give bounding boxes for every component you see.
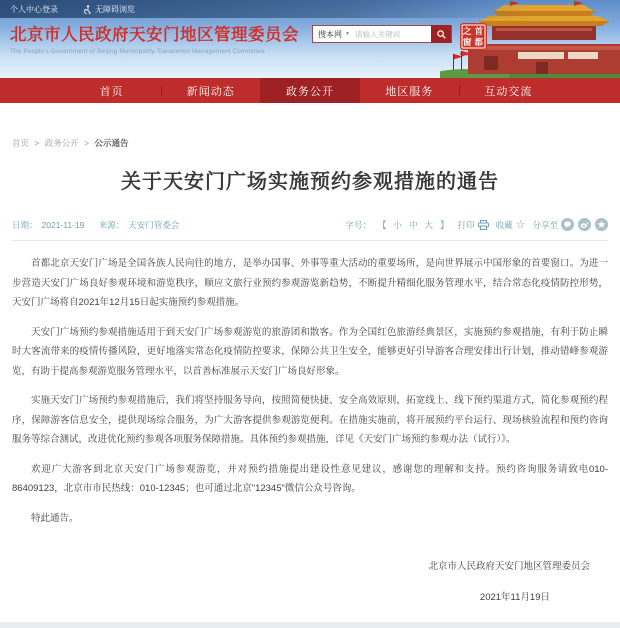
favorite-button[interactable]: 收藏 ☆ [495, 218, 526, 231]
paragraph: 实施天安门广场预约参观措施后，我们将坚持服务导向，按照简便快捷、安全高效原则，拓宽线上、线下预约渠道方式，简化参观预约程序，保障游客信息安全，提供现场综合服务，为广大游客提供参观游览便利。在措施实施前，将开展预约平台运行、现场核验流程和预约咨询服务等综合测试，改进优化预约参观各项服务保障措施。具体预约参观措施，详见《天安门广场预约参观办法（试行）》。 [12, 395, 608, 445]
wechat-icon [561, 218, 574, 231]
search-icon [437, 30, 446, 39]
header-main [0, 18, 620, 78]
weibo-icon [578, 218, 591, 231]
article-meta-left [12, 219, 183, 231]
page-main [0, 103, 620, 603]
breadcrumb-home[interactable]: 首页 [12, 138, 30, 148]
qzone-star-icon [595, 218, 608, 231]
article-body [12, 241, 608, 603]
font-size-large[interactable]: 大 [424, 219, 434, 230]
accessibility-icon [84, 5, 92, 14]
date-label: 日期： [12, 219, 38, 230]
font-size-label: 字号： [345, 219, 371, 230]
article-tools [343, 218, 608, 231]
breadcrumb-gov-affairs[interactable]: 政务公开 [44, 138, 79, 148]
printer-icon [478, 220, 489, 230]
breadcrumb [12, 103, 608, 149]
nav-item-interaction[interactable]: 互动交流 [459, 78, 558, 103]
site-brand[interactable] [10, 25, 299, 55]
share-group [532, 218, 608, 231]
site-title: 北京市人民政府天安门地区管理委员会 [10, 26, 299, 44]
source-label: 来源： [98, 219, 125, 230]
site-search [312, 25, 452, 43]
paragraph-closing: 特此通告。 [31, 512, 79, 524]
main-nav [0, 78, 620, 103]
breadcrumb-separator: > [34, 138, 40, 148]
site-header [0, 0, 620, 78]
issuer-signature: 北京市人民政府天安门地区管理委员会 [428, 561, 590, 572]
signature-block [12, 558, 608, 603]
paragraph: 天安门广场预约参观措施适用于到天安门广场参观游览的旅游团和散客。作为全国红色旅游经典景区，实施预约参观措施，有利于防止瞬时大客流带来的疫情传播风险，更好地落实常态化疫情防控要求，保障公共卫生安全，能够更好引导游客合理安排出行计划，推动错峰参观游览，有助于提高参观游览服务管理水平，以首善标准展示天安门广场良好形象。 [12, 326, 608, 377]
article-date: 2021-11-19 [41, 219, 85, 230]
footer-strip [0, 622, 620, 628]
capital-window-seal-logo[interactable] [458, 23, 488, 56]
breadcrumb-separator: > [84, 138, 90, 148]
article-meta [12, 218, 608, 231]
page-title: 关于天安门广场实施预约参观措施的通告 [121, 171, 499, 193]
font-size-small[interactable]: 小 [393, 219, 403, 230]
top-utility-bar [0, 0, 620, 18]
search-scope-dropdown[interactable]: 搜本网 ▼ [318, 29, 350, 39]
wechat-share-button[interactable] [561, 218, 574, 231]
site-subtitle: The People's Government of Beijing Municipality-Tiananmen Management Committee [10, 48, 265, 55]
article-source: 天安门管委会 [128, 219, 180, 230]
print-button[interactable]: 打印 [458, 219, 489, 231]
star-icon: ☆ [515, 218, 526, 231]
issue-date: 2021年11月19日 [479, 592, 550, 603]
login-link[interactable]: 个人中心登录 [10, 4, 58, 14]
accessibility-link[interactable]: 无障碍浏览 [84, 4, 135, 15]
paragraph: 欢迎广大游客到北京天安门广场参观游览，并对预约措施提出建设性意见建议，感谢您的理解和支持。预约咨询服务请致电010-86409123，北京市市民热线：010-12345；也可通过北京"12345"微信公众号咨询。 [12, 463, 608, 494]
chevron-down-icon: ▼ [345, 31, 350, 37]
nav-item-home[interactable]: 首页 [99, 85, 124, 98]
search-input[interactable] [355, 30, 431, 39]
font-size-control: 字号： 【 小 中 大 】 [345, 219, 449, 230]
share-label: 分享至 [532, 219, 558, 230]
breadcrumb-current: 公示通告 [94, 138, 129, 148]
search-button[interactable] [431, 25, 451, 43]
qzone-share-button[interactable] [595, 218, 608, 231]
paragraph: 首都北京天安门广场是全国各族人民向往的地方，是举办国事、外事等重大活动的重要场所，是向世界展示中国形象的首要窗口。为进一步营造天安门广场良好参观环境和游览秩序，顺应文旅行业预约参观游览新趋势，不断提升精细化服务管理水平，结合常态化疫情防控形势，天安门广场将自2021年12月15日起实施预约参观措施。 [12, 258, 608, 308]
nav-item-news[interactable]: 新闻动态 [161, 78, 260, 103]
nav-item-gov-affairs[interactable]: 政务公开 [260, 78, 359, 103]
seal-icon: 之 首 窗 都 [460, 23, 487, 50]
font-size-medium[interactable]: 中 [409, 219, 418, 230]
weibo-share-button[interactable] [578, 218, 591, 231]
seal-caption: Beijing China [459, 51, 487, 56]
nav-item-district-services[interactable]: 地区服务 [385, 85, 434, 98]
